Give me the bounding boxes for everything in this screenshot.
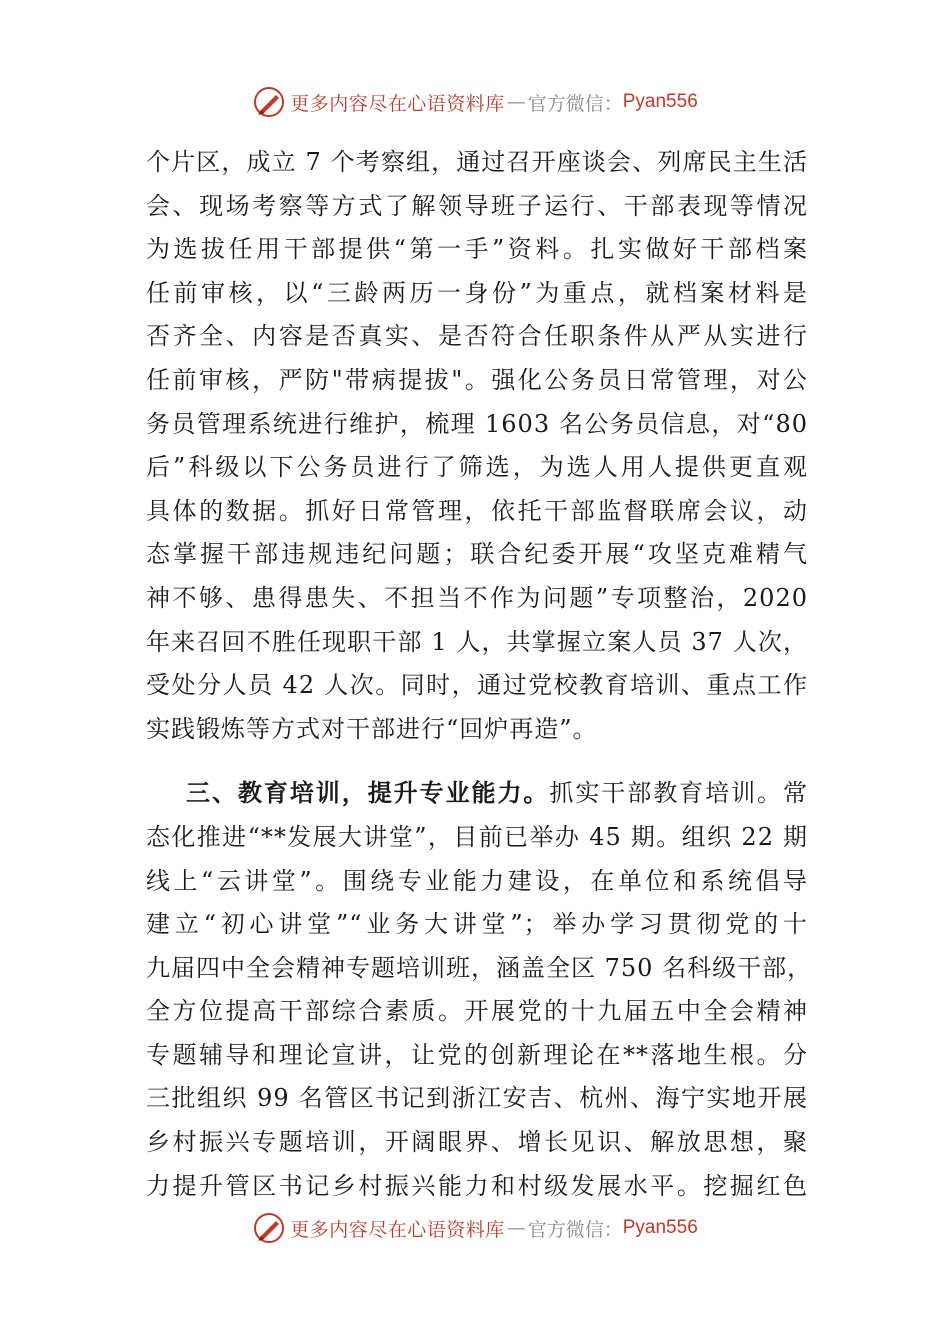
watermark-separator: — xyxy=(506,91,526,113)
text-line: 线上“云讲堂”。围绕专业能力建设，在单位和系统倡导 xyxy=(146,866,808,895)
paragraph-cadre-supervision xyxy=(146,141,808,751)
text-line: 具体的数据。抓好日常管理，依托干部监督联席会议，动 xyxy=(146,496,808,525)
text-line: 全方位提高干部综合素质。开展党的十九届五中全会精神 xyxy=(146,997,808,1026)
document-body xyxy=(146,141,813,1208)
text-line: 年来召回不胜任现职干部 1 人，共掌握立案人员 37 人次， xyxy=(146,627,808,656)
text-line: 三批组织 99 名管区书记到浙江安吉、杭州、海宁实地开展 xyxy=(146,1084,808,1113)
text-line: 力提升管区书记乡村振兴能力和村级发展水平。挖掘红色 xyxy=(146,1171,808,1200)
text-line: 任前审核，严防"带病提拔"。强化公务员日常管理，对公 xyxy=(146,365,808,394)
section-heading: 三、教育培训，提升专业能力。 xyxy=(186,779,550,808)
watermark-separator: — xyxy=(506,1217,526,1239)
watermark-footer xyxy=(0,1208,950,1248)
watermark-id: Pyan556 xyxy=(622,1217,698,1238)
text-line: 神不够、患得患失、不担当不作为问题”专项整治，2020 xyxy=(146,583,808,612)
text-line: 态掌握干部违规违纪问题；联合纪委开展“攻坚克难精气 xyxy=(146,540,808,569)
watermark-label: 官方微信： xyxy=(527,1218,623,1241)
paragraph-education-training xyxy=(146,772,813,1208)
watermark-label: 官方微信： xyxy=(527,92,623,115)
watermark-main-text: 更多内容尽在心语资料库 xyxy=(290,1218,505,1241)
text-line: 实践锻炼等方式对干部进行“回炉再造”。 xyxy=(146,714,598,743)
text-line: 建立“初心讲堂”“业务大讲堂”；举办学习贯彻党的十 xyxy=(146,910,808,939)
text-line: 为选拔任用干部提供“第一手”资料。扎实做好干部档案 xyxy=(146,235,808,264)
text-fragment: 抓实干部教育培训。常 xyxy=(549,779,808,808)
text-line: 乡村振兴专题培训，开阔眼界、增长见识、解放思想，聚 xyxy=(146,1128,808,1157)
watermark-header xyxy=(0,82,950,122)
pen-circle-icon xyxy=(252,1211,286,1245)
text-line: 否齐全、内容是否真实、是否符合任职条件从严从实进行 xyxy=(146,322,808,351)
section-heading-line xyxy=(146,772,808,816)
text-line: 九届四中全会精神专题培训班，涵盖全区 750 名科级干部， xyxy=(146,953,813,982)
watermark-id: Pyan556 xyxy=(622,91,698,112)
text-line: 受处分人员 42 人次。同时，通过党校教育培训、重点工作 xyxy=(146,671,808,700)
text-line: 态化推进“**发展大讲堂”，目前已举办 45 期。组织 22 期 xyxy=(146,822,808,851)
text-line: 个片区，成立 7 个考察组，通过召开座谈会、列席民主生活 xyxy=(146,148,808,176)
pen-circle-icon xyxy=(252,85,286,119)
text-line: 任前审核，以“三龄两历一身份”为重点，就档案材料是 xyxy=(146,278,808,307)
text-line: 后”科级以下公务员进行了筛选，为选人用人提供更直观 xyxy=(146,453,808,482)
watermark-main-text: 更多内容尽在心语资料库 xyxy=(290,92,505,115)
text-line: 专题辅导和理论宣讲，让党的创新理论在**落地生根。分 xyxy=(146,1040,808,1069)
text-line: 务员管理系统进行维护，梳理 1603 名公务员信息，对“80 xyxy=(146,409,808,438)
text-line: 会、现场考察等方式了解领导班子运行、干部表现等情况 xyxy=(146,191,808,220)
